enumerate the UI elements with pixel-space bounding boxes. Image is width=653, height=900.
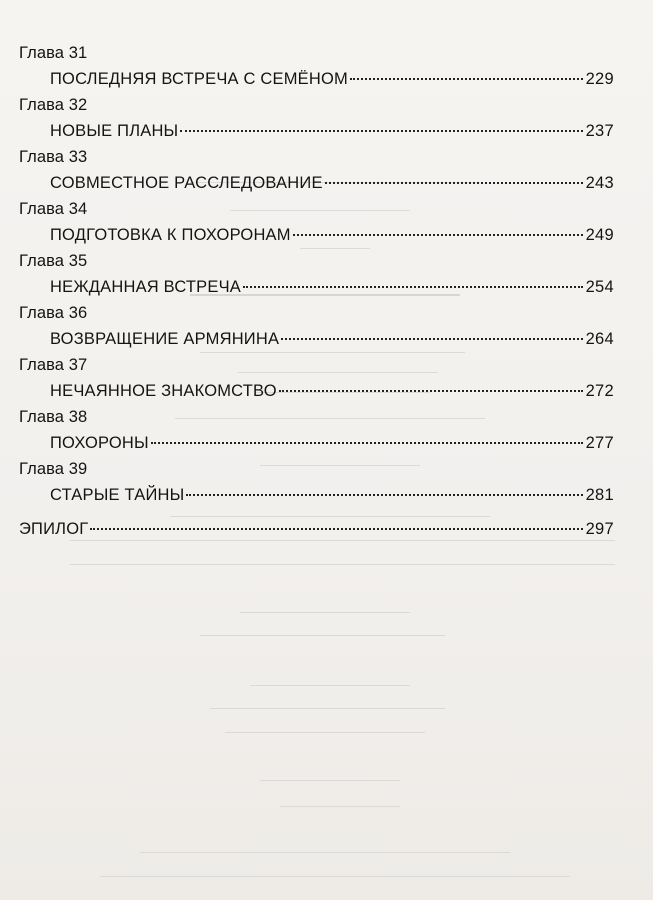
chapter-title: ПОДГОТОВКА К ПОХОРОНАМ (50, 226, 291, 244)
dot-leader (243, 286, 583, 288)
dot-leader (325, 182, 583, 184)
toc-entry[interactable] (50, 328, 614, 350)
dot-leader (293, 234, 583, 236)
dot-leader (90, 528, 582, 530)
dot-leader (186, 494, 582, 496)
toc-entry[interactable] (50, 380, 614, 402)
toc-entry[interactable] (50, 276, 614, 298)
page-number: 264 (585, 330, 614, 348)
toc-entry[interactable] (50, 68, 614, 90)
page-number: 229 (585, 70, 614, 88)
chapter-title: ПОСЛЕДНЯЯ ВСТРЕЧА С СЕМЁНОМ (50, 70, 348, 88)
chapter-title: ПОХОРОНЫ (50, 434, 149, 452)
chapter-label: Глава 31 (19, 44, 88, 62)
chapter-title: НОВЫЕ ПЛАНЫ (50, 122, 179, 140)
page-number: 272 (585, 382, 614, 400)
chapter-label: Глава 38 (19, 408, 88, 426)
toc-entry-epilogue[interactable] (19, 518, 614, 540)
chapter-title: СТАРЫЕ ТАЙНЫ (50, 486, 185, 504)
chapter-title: НЕЖДАННАЯ ВСТРЕЧА (50, 278, 241, 296)
chapter-label: Глава 37 (19, 356, 88, 374)
chapter-title: ВОЗВРАЩЕНИЕ АРМЯНИНА (50, 330, 280, 348)
chapter-label: Глава 35 (19, 252, 88, 270)
dot-leader (281, 338, 582, 340)
epilogue-title: ЭПИЛОГ (19, 520, 89, 538)
chapter-label: Глава 39 (19, 460, 88, 478)
toc-entry[interactable] (50, 432, 614, 454)
dot-leader (350, 78, 583, 80)
toc-entry[interactable] (50, 172, 614, 194)
chapter-title: СОВМЕСТНОЕ РАССЛЕДОВАНИЕ (50, 174, 323, 192)
page-number: 249 (585, 226, 614, 244)
chapter-label: Глава 34 (19, 200, 88, 218)
page-number: 237 (585, 122, 614, 140)
chapter-label: Глава 33 (19, 148, 88, 166)
dot-leader (180, 130, 582, 132)
toc-entry[interactable] (50, 120, 614, 142)
dot-leader (279, 390, 583, 392)
page-number: 277 (585, 434, 614, 452)
page-number: 297 (585, 520, 614, 538)
chapter-label: Глава 36 (19, 304, 88, 322)
page-number: 243 (585, 174, 614, 192)
toc-entry[interactable] (50, 484, 614, 506)
toc-entry[interactable] (50, 224, 614, 246)
page-number: 281 (585, 486, 614, 504)
chapter-title: НЕЧАЯННОЕ ЗНАКОМСТВО (50, 382, 277, 400)
dot-leader (151, 442, 583, 444)
page-number: 254 (585, 278, 614, 296)
chapter-label: Глава 32 (19, 96, 88, 114)
